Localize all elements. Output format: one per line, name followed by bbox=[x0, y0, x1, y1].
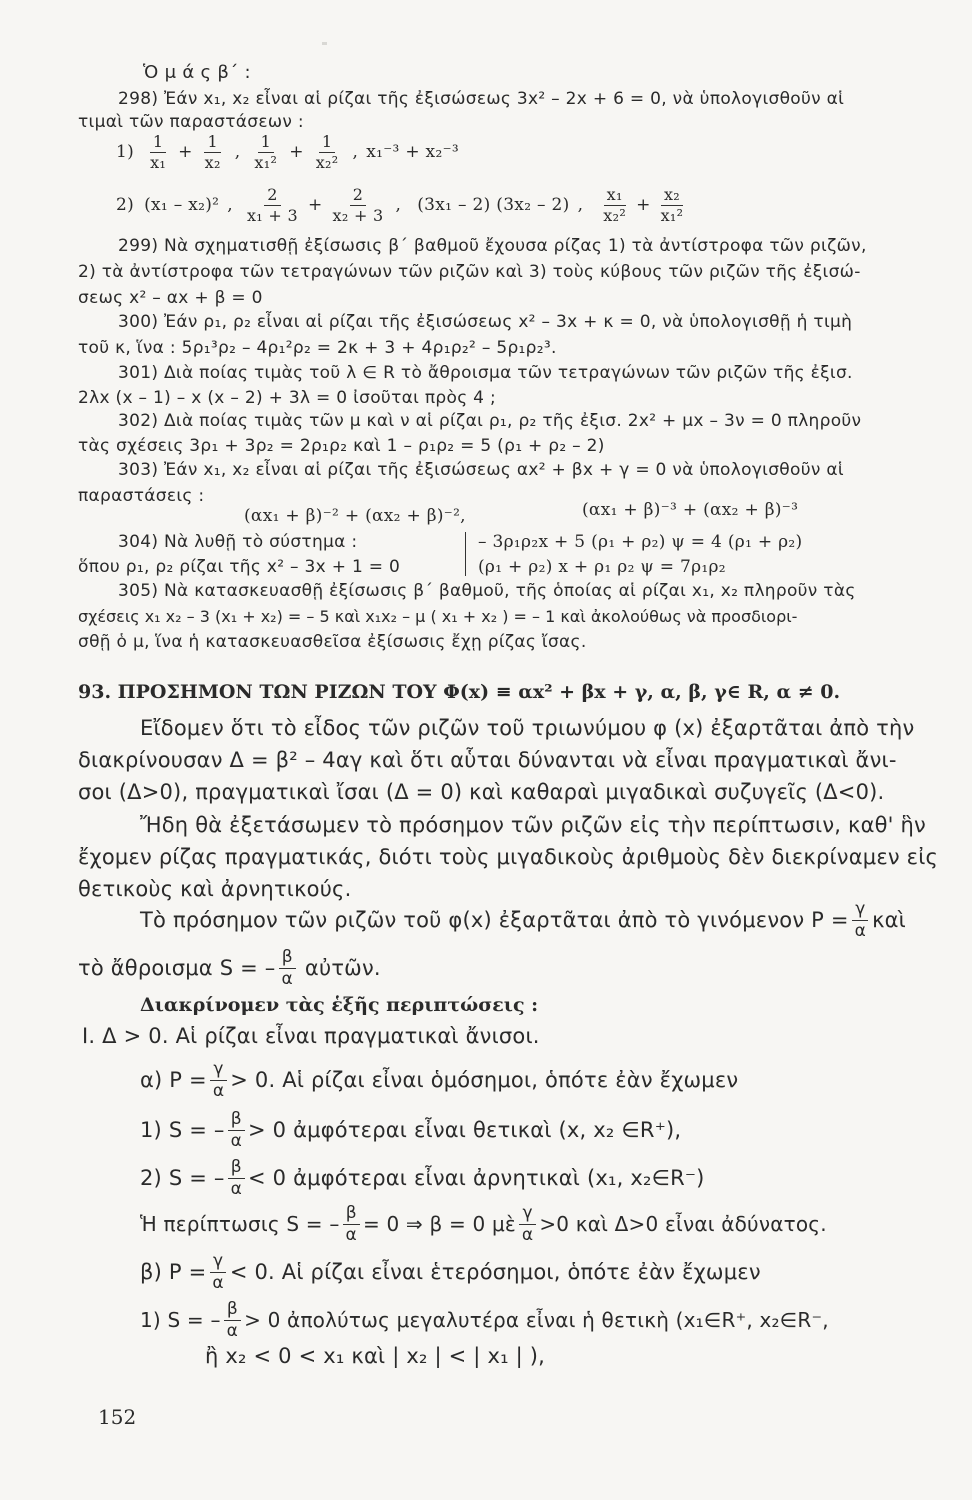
case-impossible: Ἡ περίπτωσις S = – $\frac{\beta}{\alpha}$ = 0 ⇒ β = 0 μὲ $\frac{\gamma}{\alpha}$ >0 καὶ Δ>0 εἶναι ἀδύνατος. bbox=[140, 1203, 827, 1245]
exercise-298-part2: 2) (x₁ – x₂)² , $\frac{2}{\text{x₁ + 3}}$ + $\frac{2}{\text{x₂ + 3}}$ , (3x₁ – 2) (3x₂ – 2) , $\frac{\text{x₁}}{\text{x₂²}}$ + $\frac{\text{x₂}}{\text{x₁²}}$ bbox=[116, 185, 684, 225]
cases-heading: Διακρίνομεν τὰς ἑξῆς περιπτώσεις : bbox=[140, 994, 539, 1016]
exercise-303-expr2: (αx₁ + β)⁻³ + (αx₂ + β)⁻³ bbox=[582, 500, 799, 520]
case-1-beta-1-cont: ἢ x₂ < 0 < x₁ καὶ | x₂ | < | x₁ | ), bbox=[205, 1344, 545, 1368]
scan-mark bbox=[322, 42, 327, 45]
para2-line2: ἔχομεν ρίζας πραγματικάς, διότι τοὺς μιγαδικοὺς ἀριθμοὺς δὲν διεκρίναμεν εἰς bbox=[78, 845, 939, 869]
para3-line: Τὸ πρόσημον τῶν ριζῶν τοῦ φ(x) ἐξαρτᾶται ἀπὸ τὸ γινόμενον P = $\frac{\gamma}{\alpha}$ καὶ bbox=[140, 899, 906, 941]
exercise-300-line2: τοῦ κ, ἵνα : 5ρ₁³ρ₂ – 4ρ₁²ρ₂ = 2κ + 3 + 4ρ₁ρ₂² – 5ρ₁ρ₂³. bbox=[78, 338, 557, 358]
exercise-299-line2: 2) τὰ ἀντίστροφα τῶν τετραγώνων τῶν ριζῶν καὶ 3) τοὺς κύβους τῶν ριζῶν τῆς ἐξισώ- bbox=[78, 262, 861, 282]
para1-line1: Εἴδομεν ὅτι τὸ εἶδος τῶν ριζῶν τοῦ τριωνύμου φ (x) ἐξαρτᾶται ἀπὸ τὴν bbox=[140, 716, 915, 740]
case-1-alpha-2: 2) S = – $\frac{\beta}{\alpha}$ < 0 ἀμφότεραι εἶναι ἀρνητικαὶ (x₁, x₂∈R⁻) bbox=[140, 1157, 705, 1199]
exercise-299-line3: σεως x² – αx + β = 0 bbox=[78, 288, 263, 308]
para2-line1: Ἤδη θὰ ἐξετάσωμεν τὸ πρόσημον τῶν ριζῶν εἰς τὴν περίπτωσιν, καθ' ἣν bbox=[140, 813, 926, 837]
exercise-299-line1: 299) Νὰ σχηματισθῇ ἐξίσωσις β΄ βαθμοῦ ἔχουσα ρίζας 1) τὰ ἀντίστροφα τῶν ριζῶν, bbox=[118, 236, 867, 256]
para4-line: τὸ ἄθροισμα S = – $\frac{\beta}{\alpha}$ αὐτῶν. bbox=[78, 947, 381, 989]
exercise-298-line2: τιμαὶ τῶν παραστάσεων : bbox=[78, 112, 304, 132]
para1-line3: σοι (Δ>0), πραγματικαὶ ἴσαι (Δ = 0) καὶ καθαραὶ μιγαδικαὶ συζυγεῖς (Δ<0). bbox=[78, 780, 885, 804]
exercise-303-line1: 303) Ἐάν x₁, x₂ εἶναι αἱ ρίζαι τῆς ἐξισώσεως αx² + βx + γ = 0 νὰ ὑπολογισθοῦν αἱ bbox=[118, 460, 844, 480]
case-1-beta: β) P = $\frac{\gamma}{\alpha}$ < 0. Αἱ ρίζαι εἶναι ἑτερόσημοι, ὁπότε ἐὰν ἔχωμεν bbox=[140, 1251, 761, 1293]
exercise-302-line2: τὰς σχέσεις 3ρ₁ + 3ρ₂ = 2ρ₁ρ₂ καὶ 1 – ρ₁ρ₂ = 5 (ρ₁ + ρ₂ – 2) bbox=[78, 436, 605, 456]
exercise-305-line2: σχέσεις x₁ x₂ – 3 (x₁ + x₂) = – 5 καὶ x₁x₂ – μ ( x₁ + x₂ ) = – 1 καὶ ἀκολούθως νὰ προσδιορι- bbox=[78, 607, 798, 626]
section-heading: 93. ΠΡΟΣΗΜΟΝ ΤΩΝ ΡΙΖΩΝ ΤΟΥ Φ(x) ≡ αx² + βx + γ, α, β, γ∈ R, α ≠ 0. bbox=[78, 681, 841, 703]
case-1-alpha: α) P = $\frac{\gamma}{\alpha}$ > 0. Αἱ ρίζαι εἶναι ὁμόσημοι, ὁπότε ἐὰν ἔχωμεν bbox=[140, 1059, 739, 1101]
case-1-alpha-1: 1) S = – $\frac{\beta}{\alpha}$ > 0 ἀμφότεραι εἶναι θετικαὶ (x, x₂ ∈R⁺), bbox=[140, 1109, 682, 1151]
exercise-303-expr1: (αx₁ + β)⁻² + (αx₂ + β)⁻², bbox=[244, 506, 466, 526]
exercise-305-line3: σθῇ ὁ μ, ἵνα ἡ κατασκευασθεῖσα ἐξίσωσις ἔχῃ ρίζας ἴσας. bbox=[78, 632, 587, 652]
exercise-304-line2: ὅπου ρ₁, ρ₂ ρίζαι τῆς x² – 3x + 1 = 0 bbox=[78, 557, 401, 577]
exercise-301-line2: 2λx (x – 1) – x (x – 2) + 3λ = 0 ἰσοῦται πρὸς 4 ; bbox=[78, 388, 497, 408]
exercise-298-part1: 1) $\frac{1}{\text{x₁}}$ + $\frac{1}{\text{x₂}}$ , $\frac{1}{\text{x₁²}}$ + $\frac{1}{\text{x₂²}}$ , x₁⁻³ + x₂⁻³ bbox=[116, 132, 459, 172]
case-1: Ι. Δ > 0. Αἱ ρίζαι εἶναι πραγματικαὶ ἄνισοι. bbox=[82, 1024, 540, 1048]
group-title: Ὁ μ ά ς β΄ : bbox=[143, 62, 251, 83]
exercise-304-eq2: (ρ₁ + ρ₂) x + ρ₁ ρ₂ ψ = 7ρ₁ρ₂ bbox=[478, 557, 726, 577]
case-1-beta-1: 1) S = – $\frac{\beta}{\alpha}$ > 0 ἀπολύτως μεγαλυτέρα εἶναι ἡ θετικὴ (x₁∈R⁺, x₂∈R⁻, bbox=[140, 1299, 829, 1341]
exercise-298-line1: 298) Ἐάν x₁, x₂ εἶναι αἱ ρίζαι τῆς ἐξισώσεως 3x² – 2x + 6 = 0, νὰ ὑπολογισθοῦν αἱ bbox=[118, 89, 845, 109]
exercise-304-line1: 304) Νὰ λυθῇ τὸ σύστημα : bbox=[118, 532, 358, 552]
exercise-301-line1: 301) Διὰ ποίας τιμὰς τοῦ λ ∈ R τὸ ἄθροισμα τῶν τετραγώνων τῶν ριζῶν τῆς ἐξισ. bbox=[118, 363, 853, 383]
para1-line2: διακρίνουσαν Δ = β² – 4αγ καὶ ὅτι αὗται δύνανται νὰ εἶναι πραγματικαὶ ἄνι- bbox=[78, 748, 897, 772]
exercise-303-line2: παραστάσεις : bbox=[78, 486, 205, 506]
exercise-305-line1: 305) Νὰ κατασκευασθῇ ἐξίσωσις β΄ βαθμοῦ, τῆς ὁποίας αἱ ρίζαι x₁, x₂ πληροῦν τὰς bbox=[118, 581, 856, 601]
para2-line3: θετικοὺς καὶ ἀρνητικούς. bbox=[78, 877, 352, 901]
exercise-304-eq1: – 3ρ₁ρ₂x + 5 (ρ₁ + ρ₂) ψ = 4 (ρ₁ + ρ₂) bbox=[478, 532, 803, 552]
system-brace bbox=[465, 532, 466, 576]
exercise-302-line1: 302) Διὰ ποίας τιμὰς τῶν μ καὶ ν αἱ ρίζαι ρ₁, ρ₂ τῆς ἐξισ. 2x² + μx – 3ν = 0 πληροῦν bbox=[118, 411, 862, 431]
exercise-300-line1: 300) Ἐάν ρ₁, ρ₂ εἶναι αἱ ρίζαι τῆς ἐξισώσεως x² – 3x + κ = 0, νὰ ὑπολογισθῇ ἡ τιμὴ bbox=[118, 312, 853, 332]
page-number: 152 bbox=[98, 1405, 137, 1429]
